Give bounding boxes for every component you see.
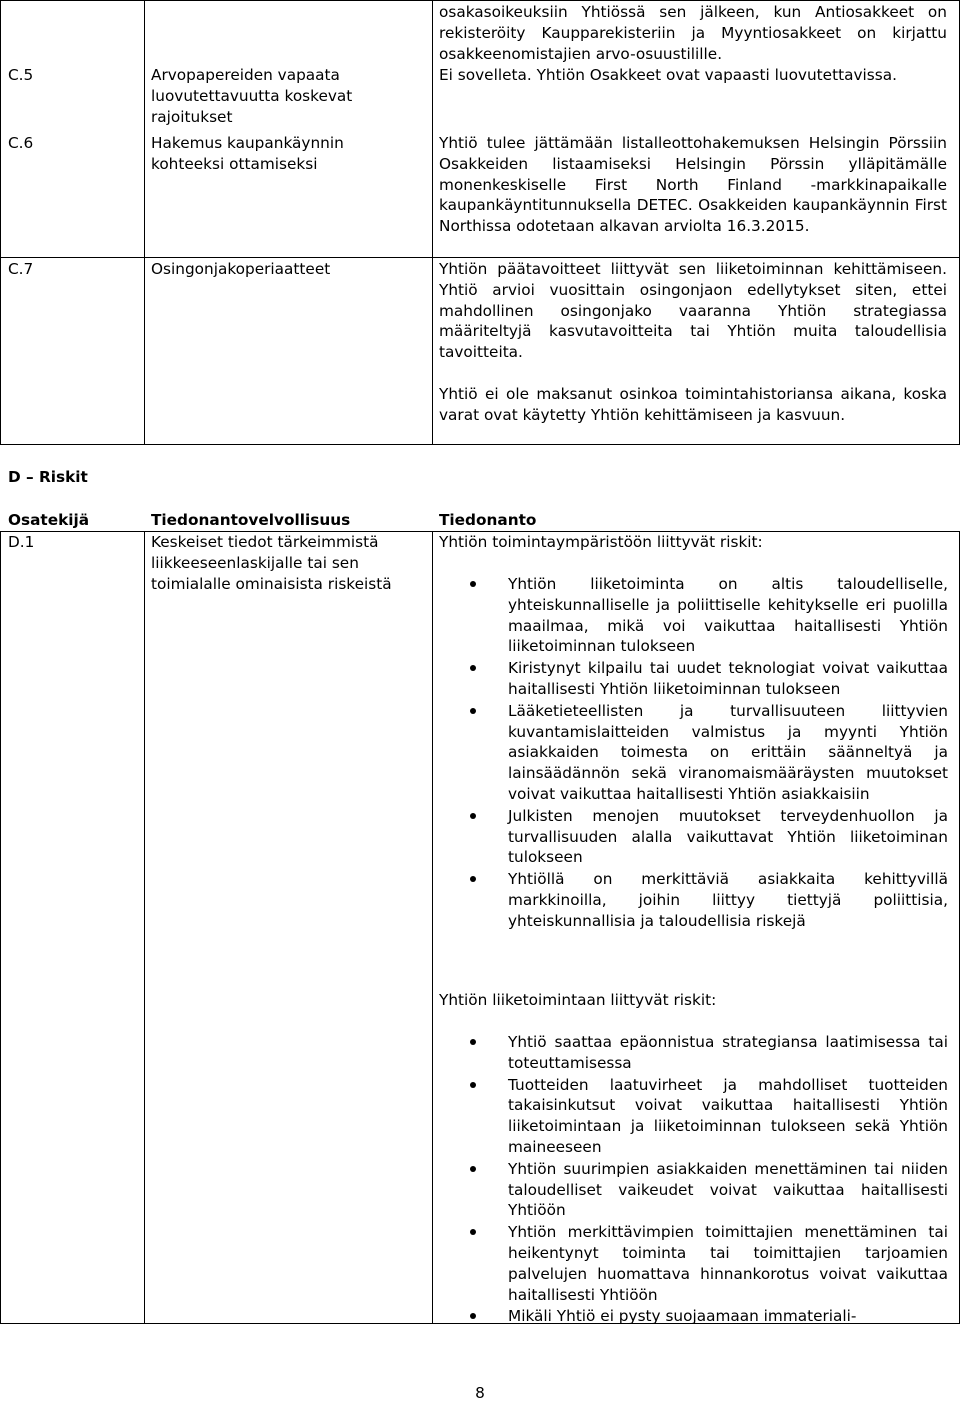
c-continuation-text: osakasoikeuksiin Yhtiössä sen jälkeen, kun Antiosakkeet on rekisteröity Kaupparekisteriin ja Myyntiosakkeet on kirjattu osakkeenomistajien arvo-osuustilille. <box>439 3 947 63</box>
list-item: Yhtiön liiketoiminta on altis taloudelliselle, yhteiskunnalliselle ja poliittiselle kehitykselle eri puolilla maailmaa, mikä voi vaikuttaa haitallisesti Yhtiön liiketoiminnan tulokseen <box>474 574 948 657</box>
c7-title: Osingonjakoperiaatteet <box>151 260 331 278</box>
bullet-icon <box>470 1166 476 1172</box>
c7-text: Yhtiön päätavoitteet liittyvät sen liiketoiminnan kehittämiseen. Yhtiö arvioi vuosittain osingonjaon edellytykset siten, ettei mahdollinen osingonjako vaaranna Yhtiön strategiassa määriteltyjä kasvutavoitteita tai Yhtiön muita taloudellisia tavoitteita. <box>439 260 947 362</box>
list-item: Tuotteiden laatuvirheet ja mahdolliset tuotteiden takaisinkutsut voivat vaikuttaa haitallisesti Yhtiön liiketoimintaan ja liiketoiminnan tulokseen sekä Yhtiön maineeseen <box>474 1075 948 1158</box>
list-item: Yhtiöllä on merkittäviä asiakkaita kehittyvillä markkinoilla, joihin liittyy tiettyjä poliittisia, yhteiskunnallisia ja taloudellisia riskejä <box>474 869 948 931</box>
c5-title: Arvopapereiden vapaata luovutettavuutta koskevat rajoitukset <box>151 66 353 126</box>
bullet-icon <box>470 581 476 587</box>
c6-title: Hakemus kaupankäynnin kohteeksi ottamiseksi <box>151 134 344 173</box>
d1-group1-list <box>474 574 948 933</box>
bullet-icon <box>470 1039 476 1045</box>
col-header-tiedonanto: Tiedonanto <box>439 511 537 529</box>
list-item: Kiristynyt kilpailu tai uudet teknologiat voivat vaikuttaa haitallisesti Yhtiön liiketoiminnan tulokseen <box>474 658 948 700</box>
c6-id: C.6 <box>8 134 34 152</box>
bullet-icon <box>470 708 476 714</box>
list-item: Mikäli Yhtiö ei pysty suojaamaan immateriali- <box>474 1306 948 1327</box>
c5-text: Ei sovelleta. Yhtiön Osakkeet ovat vapaasti luovutettavissa. <box>439 66 897 84</box>
bullet-icon <box>470 813 476 819</box>
bullet-icon <box>470 1082 476 1088</box>
d1-group1-title: Yhtiön toimintaympäristöön liittyvät riskit: <box>439 533 763 551</box>
list-item: Yhtiön suurimpien asiakkaiden menettäminen tai niiden taloudelliset vaikeudet voivat vaikuttaa haitallisesti Yhtiöön <box>474 1159 948 1221</box>
col-header-tiedonantovelvollisuus: Tiedonantovelvollisuus <box>151 511 351 529</box>
page-number: 8 <box>475 1384 485 1402</box>
c7-text-2: Yhtiö ei ole maksanut osinkoa toimintahistoriansa aikana, koska varat ovat käytetty Yhtiön kehittämiseen ja kasvuun. <box>439 385 947 424</box>
d1-title: Keskeiset tiedot tärkeimmistä liikkeeseenlaskijalle tai sen toimialalle ominaisista riskeistä <box>151 533 392 593</box>
col-header-osatekija: Osatekijä <box>8 511 90 529</box>
c6-text: Yhtiö tulee jättämään listalleottohakemuksen Helsingin Pörssiin Osakkeiden listaamiseksi Helsingin Pörssin ylläpitämälle monenkeskiselle First North Finland -markkinapaikalle kaupankäyntitunnuksella DETEC. Osakkeiden kaupankäynnin First Northissa odotetaan alkavan arviolta 16.3.2015. <box>439 134 947 236</box>
c7-divider <box>0 257 960 258</box>
c7-id: C.7 <box>8 260 34 278</box>
list-item: Yhtiö saattaa epäonnistua strategiansa laatimisessa tai toteuttamisessa <box>474 1032 948 1074</box>
d1-group2-title: Yhtiön liiketoimintaan liittyvät riskit: <box>439 991 717 1009</box>
c5-id: C.5 <box>8 66 34 84</box>
list-item: Lääketieteellisten ja turvallisuuteen liittyvien kuvantamislaitteiden valmistus ja myynti Yhtiön asiakkaiden toimesta on erittäin säänneltyä ja lainsäädännön sekä viranomaismääräysten muutokset voivat vaikuttaa haitallisesti Yhtiön asiakkaisiin <box>474 701 948 805</box>
d1-group2-list <box>474 1032 948 1328</box>
list-item: Yhtiön merkittävimpien toimittajien menettäminen tai heikentynyt toiminta tai toimittajien tarjoamien palvelujen huomattava hinnankorotus voivat vaikuttaa haitallisesti Yhtiöön <box>474 1222 948 1305</box>
section-d-heading: D – Riskit <box>8 468 88 486</box>
d1-id: D.1 <box>8 533 35 551</box>
list-item: Julkisten menojen muutokset terveydenhuollon ja turvallisuuden alalla vaikuttavat Yhtiön liiketoiminan tulokseen <box>474 806 948 868</box>
